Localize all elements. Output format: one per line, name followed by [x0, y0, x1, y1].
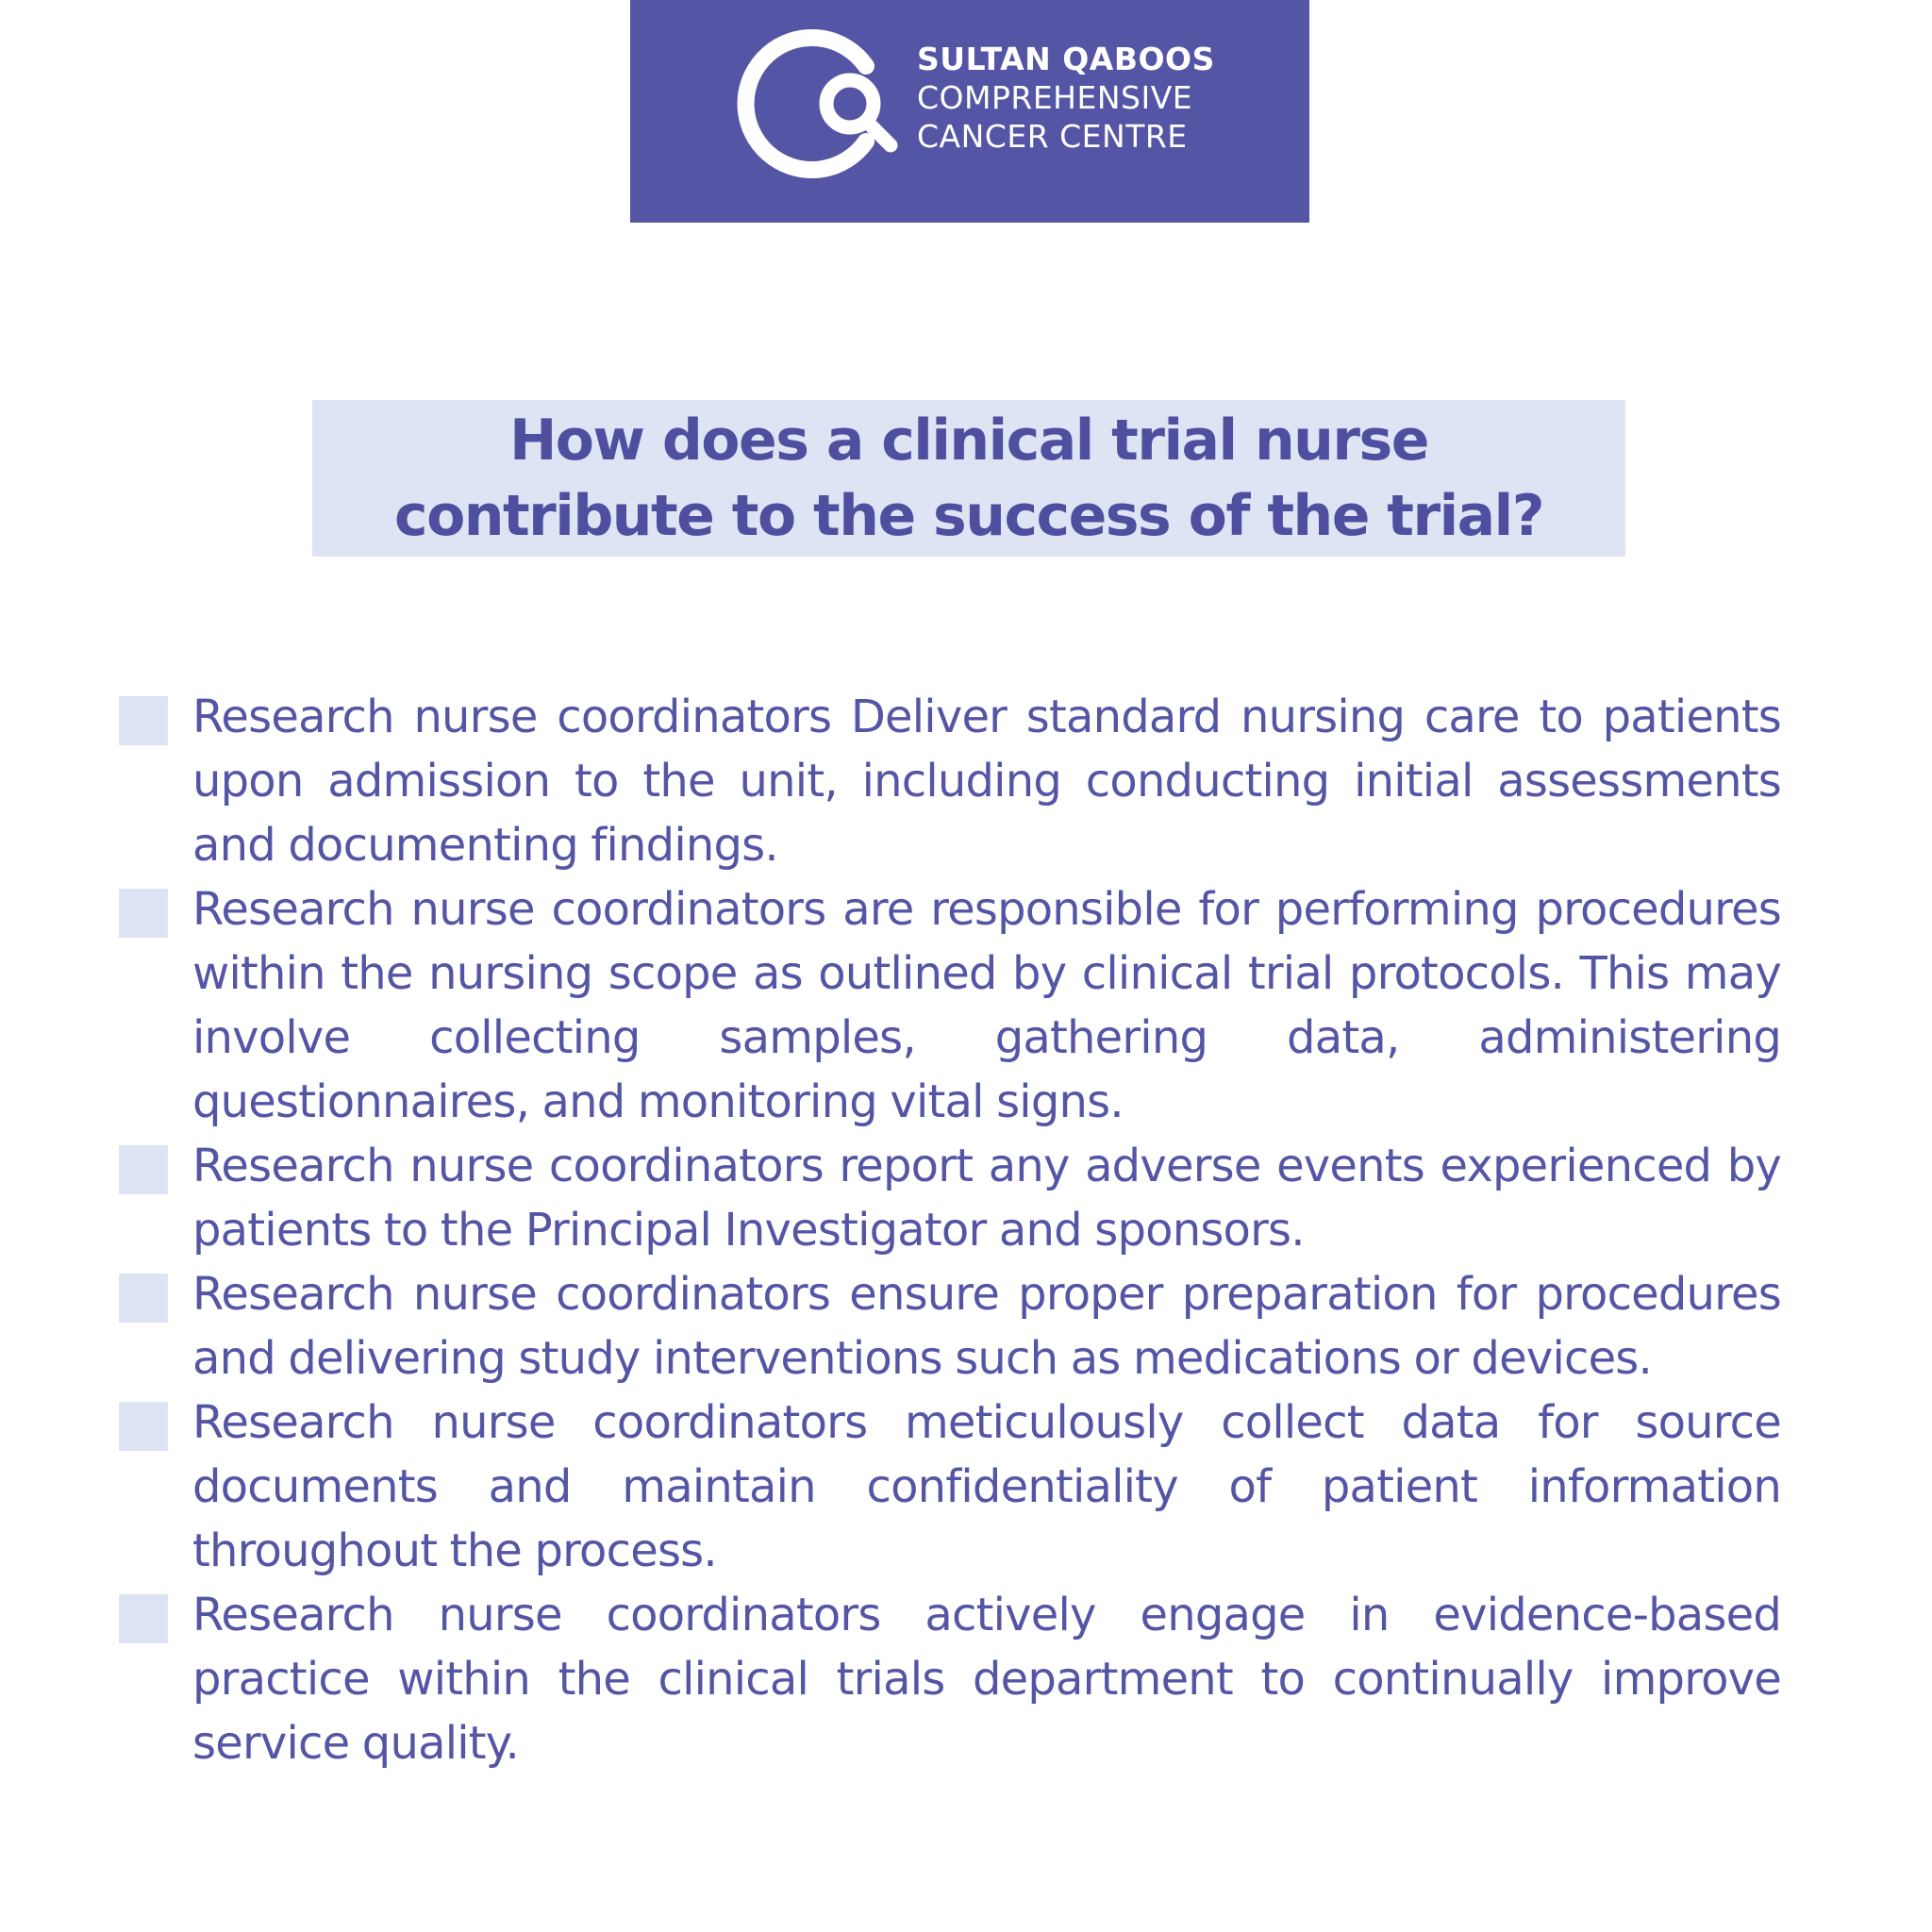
- list-item: [119, 1262, 1781, 1391]
- logo-line-1: SULTAN QABOOS: [917, 41, 1215, 77]
- square-bullet-icon: [119, 889, 168, 938]
- list-item: [119, 685, 1781, 877]
- bullet-text: Research nurse coordinators report any adverse events experienced by patients to the Principal Investigator and sponsors.: [192, 1140, 1781, 1257]
- logo-wordmark: [917, 40, 1215, 156]
- square-bullet-icon: [119, 1274, 168, 1323]
- bullet-text: Research nurse coordinators meticulously collect data for source documents and maintain confidentiality of patient information throughout the process.: [192, 1396, 1781, 1577]
- list-item: [119, 877, 1781, 1134]
- question-heading-line-1: How does a clinical trial nurse: [509, 408, 1428, 474]
- logo-header: [630, 0, 1309, 223]
- cq-magnifier-logo-icon: [724, 28, 904, 179]
- bullet-text: Research nurse coordinators ensure proper preparation for procedures and delivering study interventions such as medications or devices.: [192, 1268, 1781, 1385]
- square-bullet-icon: [119, 1402, 168, 1451]
- question-heading-box: [312, 400, 1625, 557]
- list-item: [119, 1391, 1781, 1583]
- square-bullet-icon: [119, 696, 168, 745]
- square-bullet-icon: [119, 1145, 168, 1194]
- square-bullet-icon: [119, 1594, 168, 1643]
- logo-line-2: COMPREHENSIVE: [917, 79, 1193, 116]
- bullet-list: [119, 685, 1781, 1775]
- logo-line-3: CANCER CENTRE: [917, 118, 1188, 155]
- list-item: [119, 1134, 1781, 1262]
- bullet-text: Research nurse coordinators Deliver standard nursing care to patients upon admission to the unit, including conducting initial assessments and documenting findings.: [192, 691, 1781, 872]
- bullet-text: Research nurse coordinators actively engage in evidence-based practice within the clinical trials department to continually improve service quality.: [192, 1589, 1781, 1770]
- question-heading-line-2: contribute to the success of the trial?: [394, 483, 1543, 549]
- list-item: [119, 1583, 1781, 1775]
- bullet-text: Research nurse coordinators are responsible for performing procedures within the nursing scope as outlined by clinical trial protocols. This may involve collecting samples, gathering data, administering questionnaires, and monitoring vital signs.: [192, 883, 1781, 1128]
